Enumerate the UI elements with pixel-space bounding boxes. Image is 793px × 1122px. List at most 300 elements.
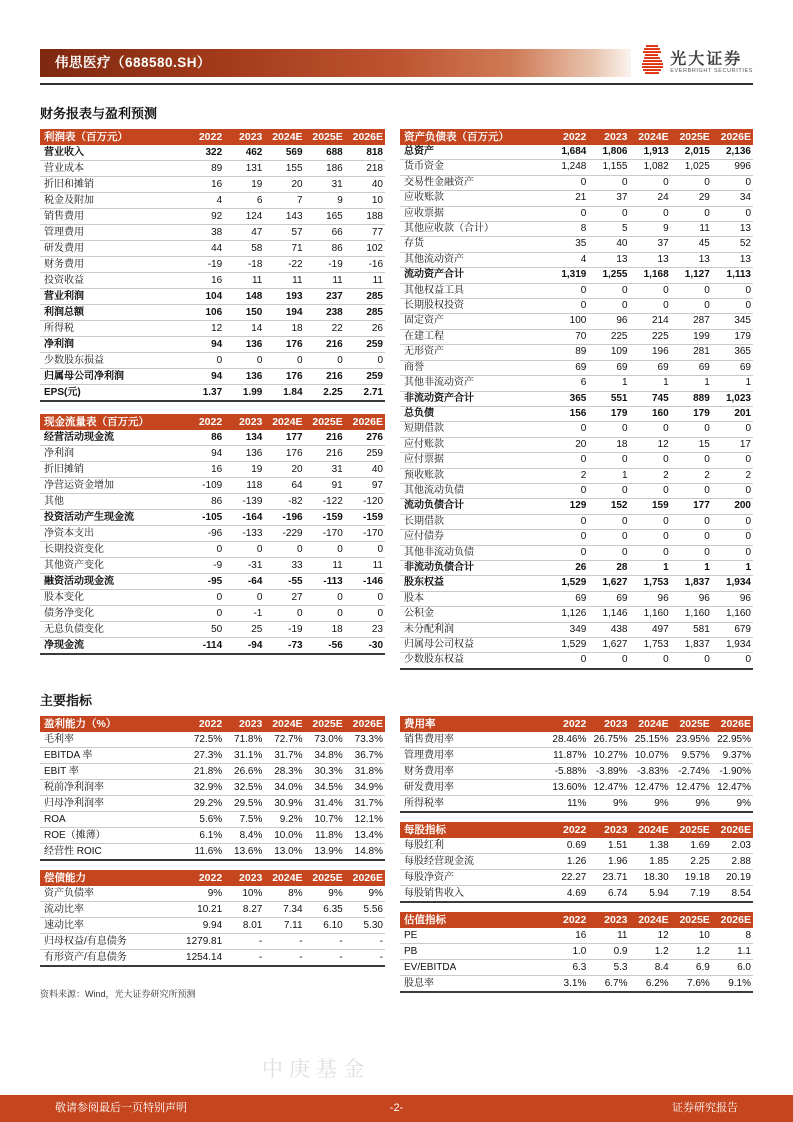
cell-value: 9% [305, 886, 345, 902]
cell-value: -170 [345, 526, 385, 542]
table-title: 每股指标 [400, 822, 547, 838]
cell-value: 18 [305, 622, 345, 638]
cell-value: 6.10 [305, 917, 345, 933]
cell-value: -122 [305, 494, 345, 510]
table-row [400, 268, 753, 283]
table-row [400, 283, 753, 298]
cell-value: 15 [671, 437, 712, 452]
cell-value: 4.69 [547, 885, 588, 902]
cell-value: 13 [588, 252, 629, 267]
cell-value: 186 [305, 161, 345, 177]
cell-value: 12 [184, 321, 224, 337]
cell-value: 11 [671, 222, 712, 237]
cell-value: 2.25 [671, 853, 712, 869]
cell-value: 10 [671, 928, 712, 944]
table-row [40, 430, 385, 446]
cell-value: 31.1% [224, 747, 264, 763]
cell-value: 218 [345, 161, 385, 177]
cell-value: 0 [671, 283, 712, 298]
table-row [40, 446, 385, 462]
cell-value: 1,168 [630, 268, 671, 283]
cell-value: 10.27% [588, 747, 629, 763]
cell-value: 365 [547, 391, 588, 406]
balance-sheet-table [400, 129, 753, 670]
table-row [40, 225, 385, 241]
row-label: 商誉 [400, 360, 547, 375]
cell-value: 29 [671, 191, 712, 206]
cell-value: 86 [184, 430, 224, 446]
cell-value: 5.94 [630, 885, 671, 902]
year-column-header: 2024E [264, 129, 304, 145]
table-row [40, 289, 385, 305]
cell-value: 0 [588, 299, 629, 314]
cell-value: 16 [184, 462, 224, 478]
balance-sheet-table-grid [400, 129, 753, 670]
row-label: EPS(元) [40, 385, 184, 402]
cell-value: 0 [588, 530, 629, 545]
cell-value: 57 [264, 225, 304, 241]
cell-value: -5.88% [547, 763, 588, 779]
cell-value: 70 [547, 329, 588, 344]
cell-value: 30.9% [264, 795, 304, 811]
cell-value: 0 [712, 453, 753, 468]
year-column-header: 2026E [712, 912, 753, 928]
table-title: 盈利能力（%） [40, 716, 184, 732]
table-row [40, 478, 385, 494]
row-label: 总资产 [400, 145, 547, 160]
cell-value: 22.27 [547, 869, 588, 885]
cell-value: 10.07% [630, 747, 671, 763]
cell-value: 11.8% [305, 827, 345, 843]
year-column-header: 2025E [305, 129, 345, 145]
cell-value: 6 [547, 376, 588, 391]
cell-value: 569 [264, 145, 304, 161]
cell-value: 2,015 [671, 145, 712, 160]
row-label: 管理费用率 [400, 747, 547, 763]
cell-value: 996 [712, 160, 753, 175]
table-row [400, 560, 753, 575]
row-label: 营业收入 [40, 145, 184, 161]
cell-value: 96 [671, 591, 712, 606]
cell-value: 188 [345, 209, 385, 225]
row-label: 股本 [400, 591, 547, 606]
table-row [40, 321, 385, 337]
cell-value: 1.85 [630, 853, 671, 869]
cell-value: 5.56 [345, 901, 385, 917]
cell-value: 1.96 [588, 853, 629, 869]
cell-value: 152 [588, 499, 629, 514]
cell-value: 9.1% [712, 975, 753, 992]
cell-value: -19 [305, 257, 345, 273]
table-row [40, 241, 385, 257]
cell-value: 1,146 [588, 607, 629, 622]
cell-value: 201 [712, 406, 753, 421]
year-column-header: 2025E [671, 912, 712, 928]
cell-value: 28.3% [264, 763, 304, 779]
cell-value: 7.34 [264, 901, 304, 917]
cell-value: 1,837 [671, 638, 712, 653]
cell-value: 1,806 [588, 145, 629, 160]
cell-value: 6.7% [588, 975, 629, 992]
cell-value: 6 [224, 193, 264, 209]
valuation-table [400, 912, 753, 993]
brand-name-en: EVERBRIGHT SECURITIES [670, 68, 753, 74]
cell-value: - [305, 949, 345, 966]
row-label: 总负债 [400, 406, 547, 421]
cell-value: 11% [547, 795, 588, 812]
cell-value: 0 [588, 514, 629, 529]
table-row [400, 732, 753, 748]
table-row [400, 795, 753, 812]
year-column-header: 2026E [345, 129, 385, 145]
cell-value: 0 [547, 299, 588, 314]
table-row [40, 795, 385, 811]
cell-value: 9% [671, 795, 712, 812]
cell-value: 1254.14 [184, 949, 224, 966]
cell-value: - [224, 933, 264, 949]
footer-page-number: -2- [389, 1102, 404, 1114]
table-row [40, 177, 385, 193]
cell-value: 19 [224, 462, 264, 478]
cell-value: 136 [224, 446, 264, 462]
cell-value: 11 [345, 558, 385, 574]
cell-value: 225 [630, 329, 671, 344]
cell-value: 31.4% [305, 795, 345, 811]
row-label: 应付票据 [400, 453, 547, 468]
cell-value: 1,934 [712, 638, 753, 653]
cell-value: 10.0% [264, 827, 304, 843]
row-label: 股本变化 [40, 590, 184, 606]
valuation-table-grid [400, 912, 753, 993]
cell-value: 0 [712, 514, 753, 529]
cell-value: 94 [184, 369, 224, 385]
table-row [40, 353, 385, 369]
cell-value: 365 [712, 345, 753, 360]
expense-ratio-table [400, 716, 753, 813]
brand-name-cn: 光大证券 [670, 51, 743, 68]
cell-value: 497 [630, 622, 671, 637]
cell-value: 0 [224, 590, 264, 606]
cell-value: 1.38 [630, 838, 671, 854]
cell-value: 2 [671, 468, 712, 483]
cell-value: 7 [264, 193, 304, 209]
cell-value: -2.74% [671, 763, 712, 779]
cell-value: 0 [184, 353, 224, 369]
cell-value: 0 [712, 545, 753, 560]
cell-value: 9% [630, 795, 671, 812]
cell-value: 7.11 [264, 917, 304, 933]
cell-value: 5 [588, 222, 629, 237]
cell-value: 0 [345, 590, 385, 606]
year-column-header: 2024E [630, 912, 671, 928]
cell-value: 44 [184, 241, 224, 257]
cell-value: 38 [184, 225, 224, 241]
table-row [400, 928, 753, 944]
cell-value: 12.47% [630, 779, 671, 795]
cell-value: 0 [630, 283, 671, 298]
year-column-header: 2023 [224, 716, 264, 732]
cell-value: 9% [712, 795, 753, 812]
row-label: EBITDA 率 [40, 747, 184, 763]
table-row [400, 376, 753, 391]
cell-value: 136 [224, 337, 264, 353]
cell-value: 9.37% [712, 747, 753, 763]
cell-value: 13 [712, 252, 753, 267]
cell-value: 11 [588, 928, 629, 944]
cell-value: 12.47% [712, 779, 753, 795]
row-label: 销售费用 [40, 209, 184, 225]
table-row [400, 345, 753, 360]
cell-value: 16 [547, 928, 588, 944]
cell-value: 285 [345, 289, 385, 305]
year-column-header: 2022 [184, 870, 224, 886]
cell-value: 438 [588, 622, 629, 637]
cell-value: 176 [264, 337, 304, 353]
cell-value: 1 [630, 376, 671, 391]
cell-value: 28.46% [547, 732, 588, 748]
table-row [40, 161, 385, 177]
cell-value: 13 [712, 222, 753, 237]
row-label: 经营活动现金流 [40, 430, 184, 446]
cell-value: 11 [305, 558, 345, 574]
cell-value: -1 [224, 606, 264, 622]
cell-value: 34.9% [345, 779, 385, 795]
cell-value: 0 [345, 542, 385, 558]
cell-value: 12.47% [671, 779, 712, 795]
cell-value: 0 [305, 542, 345, 558]
row-label: 营业成本 [40, 161, 184, 177]
cell-value: 216 [305, 446, 345, 462]
cell-value: 1,127 [671, 268, 712, 283]
cell-value: 9 [305, 193, 345, 209]
cell-value: 6.3 [547, 959, 588, 975]
cell-value: 8 [712, 928, 753, 944]
cell-value: 1,113 [712, 268, 753, 283]
cell-value: 0 [305, 353, 345, 369]
cell-value: -94 [224, 638, 264, 655]
cell-value: 8.27 [224, 901, 264, 917]
cell-value: 150 [224, 305, 264, 321]
cell-value: 551 [588, 391, 629, 406]
cell-value: -31 [224, 558, 264, 574]
table-row [40, 917, 385, 933]
cell-value: 11 [224, 273, 264, 289]
cell-value: 97 [345, 478, 385, 494]
cell-value: 1.99 [224, 385, 264, 402]
cell-value: 0 [712, 206, 753, 221]
cell-value: 69 [671, 360, 712, 375]
cell-value: 11.87% [547, 747, 588, 763]
cell-value: -105 [184, 510, 224, 526]
table-row [40, 606, 385, 622]
year-column-header: 2024E [630, 716, 671, 732]
cell-value: 10.21 [184, 901, 224, 917]
year-column-header: 2024E [264, 414, 304, 430]
row-label: 速动比率 [40, 917, 184, 933]
table-row [40, 510, 385, 526]
expense-ratio-table-grid [400, 716, 753, 813]
cell-value: 148 [224, 289, 264, 305]
table-row [400, 591, 753, 606]
cell-value: 33 [264, 558, 304, 574]
cell-value: 0 [588, 653, 629, 669]
cell-value: 73.0% [305, 732, 345, 748]
cell-value: 0 [184, 590, 224, 606]
cell-value: 0 [547, 283, 588, 298]
cell-value: 11 [264, 273, 304, 289]
table-row [400, 206, 753, 221]
year-column-header: 2026E [345, 870, 385, 886]
cell-value: 176 [264, 369, 304, 385]
table-row [400, 175, 753, 190]
cell-value: 1,023 [712, 391, 753, 406]
cell-value: 179 [671, 406, 712, 421]
cell-value: 0 [184, 606, 224, 622]
cell-value: -120 [345, 494, 385, 510]
row-label: 其他应收款（合计） [400, 222, 547, 237]
cell-value: 8.01 [224, 917, 264, 933]
cell-value: 77 [345, 225, 385, 241]
row-label: 长期股权投资 [400, 299, 547, 314]
cell-value: 40 [345, 177, 385, 193]
cell-value: 100 [547, 314, 588, 329]
cell-value: 5.3 [588, 959, 629, 975]
row-label: 净营运资金增加 [40, 478, 184, 494]
cell-value: -159 [345, 510, 385, 526]
cell-value: 1.0 [547, 943, 588, 959]
table-row [400, 406, 753, 421]
cell-value: 322 [184, 145, 224, 161]
row-label: 长期投资变化 [40, 542, 184, 558]
year-column-header: 2022 [184, 414, 224, 430]
cell-value: 1 [712, 560, 753, 575]
table-row [40, 574, 385, 590]
cell-value: 9.94 [184, 917, 224, 933]
table-header-row [400, 129, 753, 145]
cell-value: 136 [224, 369, 264, 385]
cell-value: 40 [588, 237, 629, 252]
cell-value: 259 [345, 369, 385, 385]
row-label: 股息率 [400, 975, 547, 992]
cell-value: 13.6% [224, 843, 264, 860]
table-row [40, 193, 385, 209]
cell-value: 1 [671, 560, 712, 575]
table-row [400, 779, 753, 795]
cell-value: 1,753 [630, 576, 671, 591]
cell-value: 14 [224, 321, 264, 337]
year-column-header: 2024E [630, 129, 671, 145]
cell-value: 1,126 [547, 607, 588, 622]
table-row [400, 514, 753, 529]
year-column-header: 2024E [264, 870, 304, 886]
cell-value: 6.1% [184, 827, 224, 843]
cell-value: 26.75% [588, 732, 629, 748]
table-row [40, 811, 385, 827]
year-column-header: 2022 [547, 912, 588, 928]
row-label: 财务费用率 [400, 763, 547, 779]
cell-value: 287 [671, 314, 712, 329]
cashflow-statement-table [40, 414, 385, 655]
table-row [400, 191, 753, 206]
table-row [400, 468, 753, 483]
row-label: 有形资产/有息债务 [40, 949, 184, 966]
year-column-header: 2022 [547, 716, 588, 732]
cell-value: 64 [264, 478, 304, 494]
year-column-header: 2025E [671, 822, 712, 838]
row-label: 固定资产 [400, 314, 547, 329]
cell-value: 72.7% [264, 732, 304, 748]
cell-value: 58 [224, 241, 264, 257]
table-row [40, 145, 385, 161]
cell-value: 349 [547, 622, 588, 637]
cell-value: 0 [630, 175, 671, 190]
table-title: 偿债能力 [40, 870, 184, 886]
table-row [400, 437, 753, 452]
cell-value: 2 [630, 468, 671, 483]
cell-value: 0 [671, 206, 712, 221]
cell-value: 6.2% [630, 975, 671, 992]
cell-value: 8 [547, 222, 588, 237]
cell-value: 0 [671, 483, 712, 498]
cell-value: 40 [345, 462, 385, 478]
year-column-header: 2026E [345, 716, 385, 732]
cell-value: -114 [184, 638, 224, 655]
cell-value: 0 [264, 353, 304, 369]
cell-value: 12 [630, 928, 671, 944]
cell-value: 3.1% [547, 975, 588, 992]
cell-value: 0 [671, 422, 712, 437]
cell-value: 194 [264, 305, 304, 321]
cell-value: 4 [547, 252, 588, 267]
row-label: 少数股东权益 [400, 653, 547, 669]
table-title: 资产负债表（百万元） [400, 129, 547, 145]
cell-value: 1.2 [671, 943, 712, 959]
cell-value: 12 [630, 437, 671, 452]
cell-value: 124 [224, 209, 264, 225]
cell-value: 69 [588, 360, 629, 375]
table-row [40, 209, 385, 225]
cell-value: 0 [712, 422, 753, 437]
table-row [40, 933, 385, 949]
cell-value: -113 [305, 574, 345, 590]
cell-value: 9% [588, 795, 629, 812]
cell-value: 7.5% [224, 811, 264, 827]
cell-value: -159 [305, 510, 345, 526]
row-label: 其他流动资产 [400, 252, 547, 267]
cell-value: 94 [184, 446, 224, 462]
cell-value: 0 [712, 299, 753, 314]
year-column-header: 2022 [184, 129, 224, 145]
cell-value: 818 [345, 145, 385, 161]
row-label: ROA [40, 811, 184, 827]
cell-value: 1 [588, 376, 629, 391]
stock-title: 伟思医疗（688580.SH） [55, 55, 212, 70]
table-row [400, 314, 753, 329]
year-column-header: 2026E [712, 129, 753, 145]
table-row [40, 590, 385, 606]
cell-value: 23 [345, 622, 385, 638]
cell-value: 0 [671, 653, 712, 669]
cell-value: 19 [224, 177, 264, 193]
table-header-row [40, 870, 385, 886]
cell-value: 0 [547, 206, 588, 221]
row-label: 投资活动产生现金流 [40, 510, 184, 526]
year-column-header: 2022 [184, 716, 224, 732]
table-header-row [400, 822, 753, 838]
row-label: 每股经营现金流 [400, 853, 547, 869]
cell-value: -3.83% [630, 763, 671, 779]
cell-value: 1,248 [547, 160, 588, 175]
